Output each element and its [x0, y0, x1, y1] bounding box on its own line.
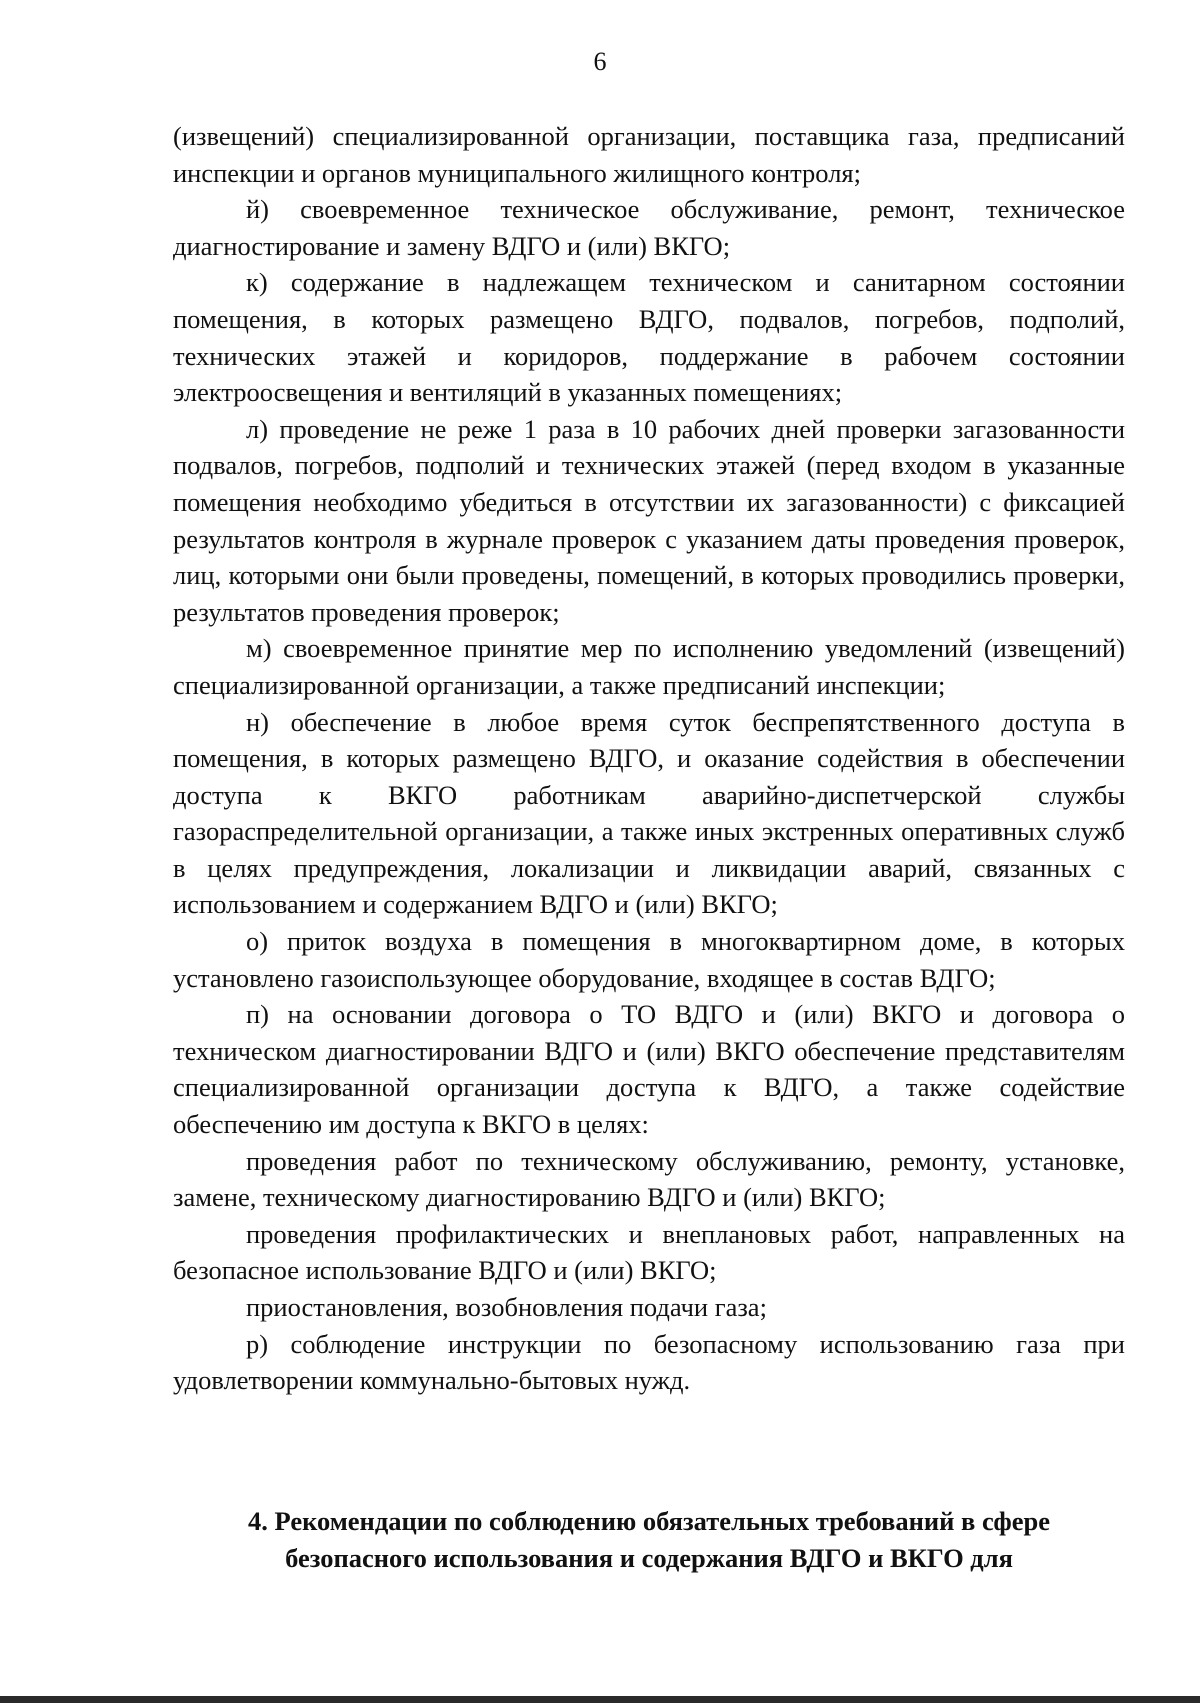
paragraph-item-m: м) своевременное принятие мер по исполнению уведомлений (извещений) специализированной организации, а также предписаний инспекции; [173, 633, 1125, 700]
paragraph-item-n: н) обеспечение в любое время суток беспрепятственного доступа в помещения, в которых размещено ВДГО, и оказание содействия в обеспечении доступа к ВКГО работникам аварийно-диспетчерской службы газораспределительной организации, а также иных экстренных оперативных служб в целях предупреждения, локализации и ликвидации аварий, связанных с использованием и содержанием ВДГО и (или) ВКГО; [173, 706, 1125, 920]
section-heading-line-2: безопасного использования и содержания ВДГО и ВКГО для [285, 1543, 1013, 1573]
paragraph-subitem-maintenance: проведения работ по техническому обслуживанию, ремонту, установке, замене, техническому диагностированию ВДГО и (или) ВКГО; [173, 1145, 1125, 1213]
scan-edge [0, 1696, 1200, 1703]
paragraph-subitem-gas-supply: приостановления, возобновления подачи газа; [246, 1292, 767, 1322]
paragraph-item-l: л) проведение не реже 1 раза в 10 рабочих дней проверки загазованности подвалов, погребов, подполий и технических этажей (перед входом в указанные помещения необходимо убедиться в отсутствии их загазованности) с фиксацией результатов контроля в журнале проверок с указанием даты проведения проверок, лиц, которыми они были проведены, помещений, в которых проводились проверки, результатов проведения проверок; [173, 413, 1125, 627]
page-number: 6 [593, 47, 607, 76]
paragraph-item-y: й) своевременное техническое обслуживание, ремонт, техническое диагностирование и замену ВДГО и (или) ВКГО; [173, 194, 1125, 261]
paragraph-continuation: (извещений) специализированной организации, поставщика газа, предписаний инспекции и органов муниципального жилищного контроля; [173, 121, 1125, 188]
paragraph-item-p: п) на основании договора о ТО ВДГО и (или) ВКГО и договора о техническом диагностировании ВДГО и (или) ВКГО обеспечение представителям специализированной организации доступа к ВДГО, а также содействие обеспечению им доступа к ВКГО в целях: [173, 999, 1125, 1140]
paragraph-subitem-preventive: проведения профилактических и внеплановых работ, направленных на безопасное использование ВДГО и (или) ВКГО; [173, 1218, 1125, 1286]
paragraph-item-o: о) приток воздуха в помещения в многоквартирном доме, в которых установлено газоиспользующее оборудование, входящее в состав ВДГО; [173, 926, 1125, 993]
paragraph-item-r: р) соблюдение инструкции по безопасному использованию газа при удовлетворении коммунально-бытовых нужд. [173, 1328, 1125, 1396]
section-heading-line-1: 4. Рекомендации по соблюдению обязательных требований в сфере [247, 1506, 1050, 1536]
document-body [173, 118, 1125, 1399]
section-heading [173, 1503, 1125, 1577]
paragraph-item-k: к) содержание в надлежащем техническом и санитарном состоянии помещения, в которых размещено ВДГО, подвалов, погребов, подполий, технических этажей и коридоров, поддержание в рабочем состоянии электроосвещения и вентиляций в указанных помещениях; [173, 267, 1125, 408]
